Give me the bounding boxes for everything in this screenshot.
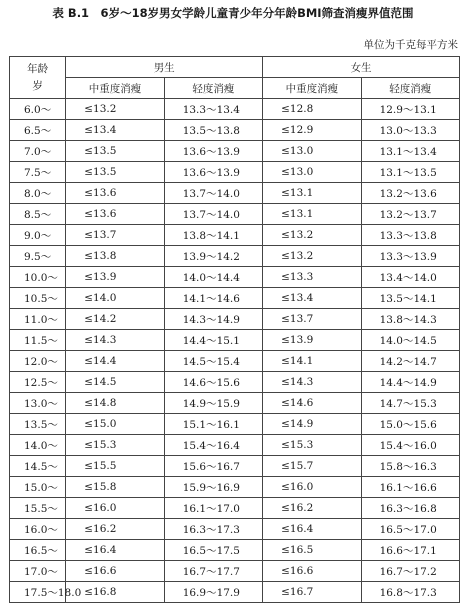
male-mild-cell: 13.6～13.9 xyxy=(164,141,262,162)
male-header: 男生 xyxy=(66,57,263,78)
age-cell: 11.5～ xyxy=(10,330,66,351)
male-moderate-severe-cell: ≤13.5 xyxy=(66,162,164,183)
age-cell: 6.0～ xyxy=(10,99,66,120)
male-mild-cell: 14.5～15.4 xyxy=(164,351,262,372)
age-cell: 14.0～ xyxy=(10,435,66,456)
male-mild-cell: 15.1～16.1 xyxy=(164,414,262,435)
age-cell: 8.0～ xyxy=(10,183,66,204)
table-row xyxy=(10,204,460,225)
female-moderate-severe-cell: ≤12.9 xyxy=(263,120,361,141)
table-row xyxy=(10,309,460,330)
age-cell: 10.5～ xyxy=(10,288,66,309)
table-row xyxy=(10,183,460,204)
female-moderate-severe-cell: ≤16.4 xyxy=(263,519,361,540)
female-mild-cell: 13.2～13.6 xyxy=(361,183,459,204)
male-moderate-severe-cell: ≤13.9 xyxy=(66,267,164,288)
female-moderate-severe-cell: ≤13.0 xyxy=(263,141,361,162)
age-cell: 16.0～ xyxy=(10,519,66,540)
male-mild-cell: 16.7～17.7 xyxy=(164,561,262,582)
female-mild-cell: 15.0～15.6 xyxy=(361,414,459,435)
table-row xyxy=(10,477,460,498)
female-moderate-severe-cell: ≤16.2 xyxy=(263,498,361,519)
male-mild-cell: 13.7～14.0 xyxy=(164,204,262,225)
female-mild-cell: 14.0～14.5 xyxy=(361,330,459,351)
male-mild-header: 轻度消瘦 xyxy=(164,78,262,99)
male-moderate-severe-cell: ≤16.0 xyxy=(66,498,164,519)
male-mild-cell: 15.6～16.7 xyxy=(164,456,262,477)
male-mild-cell: 14.9～15.9 xyxy=(164,393,262,414)
age-cell: 15.0～ xyxy=(10,477,66,498)
female-moderate-severe-cell: ≤16.5 xyxy=(263,540,361,561)
female-mild-cell: 13.4～14.0 xyxy=(361,267,459,288)
female-mild-cell: 12.9～13.1 xyxy=(361,99,459,120)
table-row xyxy=(10,540,460,561)
table-row xyxy=(10,120,460,141)
female-moderate-severe-cell: ≤14.9 xyxy=(263,414,361,435)
female-moderate-severe-cell: ≤13.2 xyxy=(263,225,361,246)
male-moderate-severe-cell: ≤15.5 xyxy=(66,456,164,477)
male-mild-cell: 15.4～16.4 xyxy=(164,435,262,456)
female-mild-cell: 13.3～13.9 xyxy=(361,246,459,267)
male-mild-cell: 15.9～16.9 xyxy=(164,477,262,498)
male-moderate-severe-cell: ≤14.4 xyxy=(66,351,164,372)
unit-note: 单位为千克每平方米 xyxy=(363,39,458,51)
male-moderate-severe-cell: ≤13.2 xyxy=(66,99,164,120)
age-cell: 12.5～ xyxy=(10,372,66,393)
male-moderate-severe-cell: ≤14.2 xyxy=(66,309,164,330)
male-moderate-severe-cell: ≤13.7 xyxy=(66,225,164,246)
female-mild-cell: 15.8～16.3 xyxy=(361,456,459,477)
female-moderate-severe-cell: ≤16.6 xyxy=(263,561,361,582)
age-cell: 17.0～ xyxy=(10,561,66,582)
table-row xyxy=(10,498,460,519)
female-mild-cell: 14.7～15.3 xyxy=(361,393,459,414)
male-mild-cell: 16.3～17.3 xyxy=(164,519,262,540)
female-mild-cell: 13.8～14.3 xyxy=(361,309,459,330)
table-header xyxy=(10,57,460,99)
age-cell: 9.0～ xyxy=(10,225,66,246)
female-mild-cell: 13.0～13.3 xyxy=(361,120,459,141)
female-mild-cell: 13.2～13.7 xyxy=(361,204,459,225)
male-mild-cell: 14.0～14.4 xyxy=(164,267,262,288)
male-moderate-severe-cell: ≤14.5 xyxy=(66,372,164,393)
female-mild-cell: 14.2～14.7 xyxy=(361,351,459,372)
male-moderate-severe-cell: ≤15.8 xyxy=(66,477,164,498)
table-row xyxy=(10,225,460,246)
male-mild-cell: 16.9～17.9 xyxy=(164,582,262,603)
female-moderate-severe-cell: ≤15.3 xyxy=(263,435,361,456)
female-moderate-severe-cell: ≤13.4 xyxy=(263,288,361,309)
table-row xyxy=(10,435,460,456)
age-cell: 6.5～ xyxy=(10,120,66,141)
female-mild-cell: 13.1～13.4 xyxy=(361,141,459,162)
table-body xyxy=(10,99,460,603)
male-mild-cell: 14.3～14.9 xyxy=(164,309,262,330)
male-mild-cell: 13.7～14.0 xyxy=(164,183,262,204)
age-cell: 7.5～ xyxy=(10,162,66,183)
female-moderate-severe-cell: ≤13.9 xyxy=(263,330,361,351)
female-header: 女生 xyxy=(263,57,460,78)
female-moderate-severe-cell: ≤14.1 xyxy=(263,351,361,372)
table-title: 表 B.1 6岁～18岁男女学龄儿童青少年分年龄BMI筛查消瘦界值范围 xyxy=(52,6,414,20)
table-row xyxy=(10,561,460,582)
male-mild-cell: 13.6～13.9 xyxy=(164,162,262,183)
table-row xyxy=(10,267,460,288)
female-moderate-severe-cell: ≤13.1 xyxy=(263,183,361,204)
male-moderate-severe-cell: ≤13.8 xyxy=(66,246,164,267)
female-mild-cell: 13.3～13.8 xyxy=(361,225,459,246)
female-moderate-severe-cell: ≤16.0 xyxy=(263,477,361,498)
age-cell: 13.0～ xyxy=(10,393,66,414)
age-cell: 14.5～ xyxy=(10,456,66,477)
age-header-line1: 年龄 xyxy=(27,62,49,75)
female-moderate-severe-cell: ≤12.8 xyxy=(263,99,361,120)
table-row xyxy=(10,393,460,414)
female-moderate-severe-cell: ≤14.3 xyxy=(263,372,361,393)
male-moderate-severe-header: 中重度消瘦 xyxy=(66,78,164,99)
age-cell: 8.5～ xyxy=(10,204,66,225)
female-mild-cell: 13.5～14.1 xyxy=(361,288,459,309)
male-mild-cell: 13.5～13.8 xyxy=(164,120,262,141)
age-cell: 9.5～ xyxy=(10,246,66,267)
male-moderate-severe-cell: ≤16.8 xyxy=(66,582,164,603)
female-moderate-severe-cell: ≤13.0 xyxy=(263,162,361,183)
male-moderate-severe-cell: ≤13.6 xyxy=(66,183,164,204)
female-mild-cell: 13.1～13.5 xyxy=(361,162,459,183)
female-moderate-severe-cell: ≤13.1 xyxy=(263,204,361,225)
female-moderate-severe-cell: ≤13.3 xyxy=(263,267,361,288)
table-row xyxy=(10,456,460,477)
bmi-table xyxy=(9,56,460,603)
female-moderate-severe-header: 中重度消瘦 xyxy=(263,78,361,99)
age-header-line2: 岁 xyxy=(32,79,43,92)
age-cell: 16.5～ xyxy=(10,540,66,561)
male-mild-cell: 14.4～15.1 xyxy=(164,330,262,351)
male-mild-cell: 16.1～17.0 xyxy=(164,498,262,519)
female-mild-cell: 14.4～14.9 xyxy=(361,372,459,393)
male-moderate-severe-cell: ≤14.0 xyxy=(66,288,164,309)
table-row xyxy=(10,330,460,351)
age-cell: 11.0～ xyxy=(10,309,66,330)
female-mild-cell: 16.3～16.8 xyxy=(361,498,459,519)
age-cell: 12.0～ xyxy=(10,351,66,372)
male-moderate-severe-cell: ≤13.5 xyxy=(66,141,164,162)
age-cell: 7.0～ xyxy=(10,141,66,162)
table-row xyxy=(10,99,460,120)
age-cell: 10.0～ xyxy=(10,267,66,288)
female-mild-cell: 16.8～17.3 xyxy=(361,582,459,603)
male-moderate-severe-cell: ≤14.8 xyxy=(66,393,164,414)
female-mild-header: 轻度消瘦 xyxy=(361,78,459,99)
female-moderate-severe-cell: ≤13.7 xyxy=(263,309,361,330)
table-row xyxy=(10,288,460,309)
age-cell: 17.5～18.0 xyxy=(10,582,66,603)
table-row xyxy=(10,246,460,267)
male-moderate-severe-cell: ≤16.2 xyxy=(66,519,164,540)
female-moderate-severe-cell: ≤13.2 xyxy=(263,246,361,267)
male-moderate-severe-cell: ≤13.6 xyxy=(66,204,164,225)
table-row xyxy=(10,372,460,393)
table-row xyxy=(10,141,460,162)
female-moderate-severe-cell: ≤16.7 xyxy=(263,582,361,603)
female-mild-cell: 16.5～17.0 xyxy=(361,519,459,540)
male-mild-cell: 13.9～14.2 xyxy=(164,246,262,267)
female-mild-cell: 15.4～16.0 xyxy=(361,435,459,456)
male-mild-cell: 13.8～14.1 xyxy=(164,225,262,246)
male-mild-cell: 16.5～17.5 xyxy=(164,540,262,561)
age-cell: 15.5～ xyxy=(10,498,66,519)
male-moderate-severe-cell: ≤15.3 xyxy=(66,435,164,456)
male-mild-cell: 13.3～13.4 xyxy=(164,99,262,120)
table-row xyxy=(10,351,460,372)
female-mild-cell: 16.6～17.1 xyxy=(361,540,459,561)
table-row xyxy=(10,414,460,435)
male-moderate-severe-cell: ≤16.4 xyxy=(66,540,164,561)
age-header xyxy=(10,57,66,99)
table-row xyxy=(10,582,460,603)
female-moderate-severe-cell: ≤15.7 xyxy=(263,456,361,477)
age-cell: 13.5～ xyxy=(10,414,66,435)
table-row xyxy=(10,162,460,183)
male-moderate-severe-cell: ≤16.6 xyxy=(66,561,164,582)
male-mild-cell: 14.1～14.6 xyxy=(164,288,262,309)
female-mild-cell: 16.7～17.2 xyxy=(361,561,459,582)
male-mild-cell: 14.6～15.6 xyxy=(164,372,262,393)
female-mild-cell: 16.1～16.6 xyxy=(361,477,459,498)
male-moderate-severe-cell: ≤13.4 xyxy=(66,120,164,141)
male-moderate-severe-cell: ≤15.0 xyxy=(66,414,164,435)
male-moderate-severe-cell: ≤14.3 xyxy=(66,330,164,351)
female-moderate-severe-cell: ≤14.6 xyxy=(263,393,361,414)
table-row xyxy=(10,519,460,540)
